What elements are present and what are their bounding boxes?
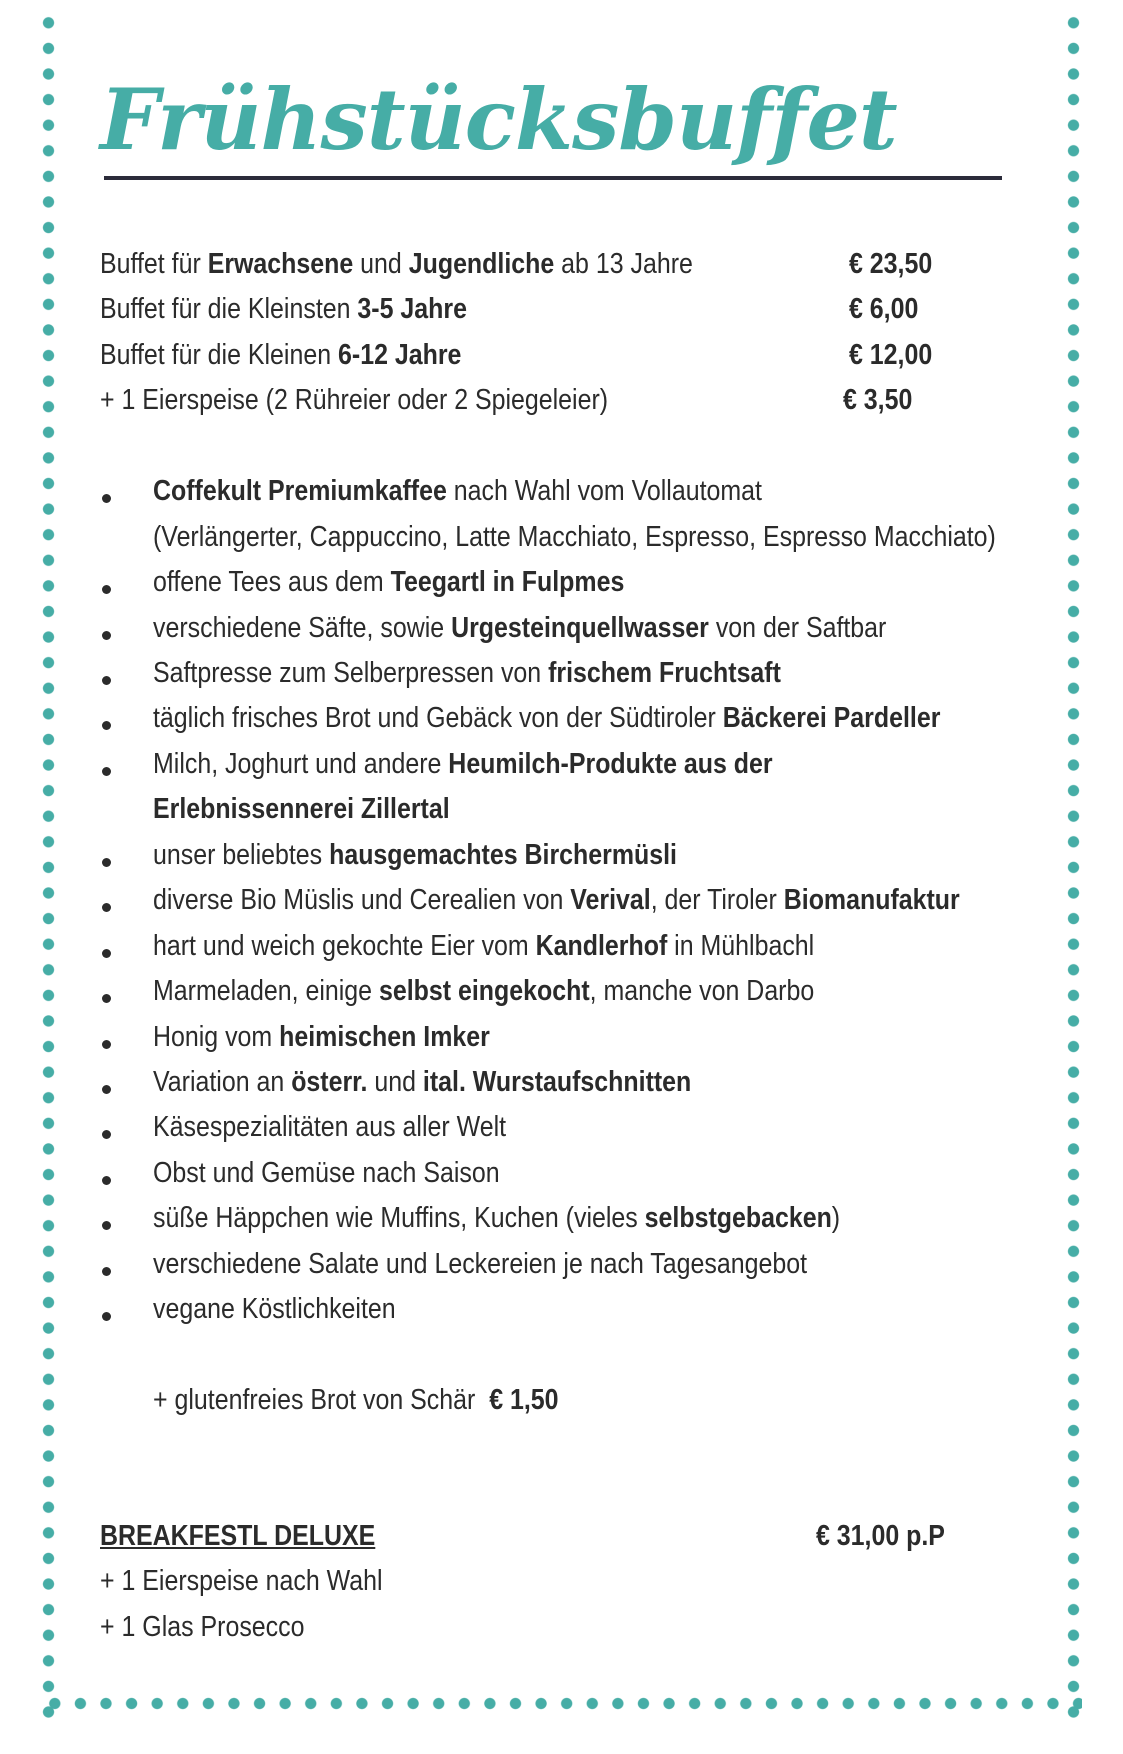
deluxe-extra-prosecco: + 1 Glas Prosecco [100, 1611, 305, 1643]
bullet-icon [102, 1130, 111, 1139]
bullet-icon [102, 676, 111, 685]
list-item: Marmeladen, einige selbst eingekocht, manche von Darbo [153, 975, 815, 1007]
list-item-coffee-detail: (Verlängerter, Cappuccino, Latte Macchiato, Espresso, Espresso Macchiato) [153, 521, 996, 553]
dotted-border-right [1067, 10, 1080, 1720]
bullet-icon [102, 1267, 111, 1276]
list-item-continuation: Erlebnissennerei Zillertal [153, 793, 450, 825]
bullet-icon [102, 1312, 111, 1321]
list-item: offene Tees aus dem Teegartl in Fulpmes [153, 566, 625, 598]
list-item: diverse Bio Müslis und Cerealien von Verival, der Tiroler Biomanufaktur [153, 884, 960, 916]
gluten-free-line: + glutenfreies Brot von Schär € 1,50 [153, 1384, 559, 1416]
dotted-border-bottom [42, 1697, 1082, 1710]
bullet-icon [102, 1176, 111, 1185]
price-kids: € 12,00 [849, 339, 933, 371]
list-item: Milch, Joghurt und andere Heumilch-Produkte aus der [153, 748, 773, 780]
price-row-toddlers: Buffet für die Kleinsten 3-5 Jahre [100, 293, 467, 325]
bullet-icon [102, 1221, 111, 1230]
deluxe-extra-egg: + 1 Eierspeise nach Wahl [100, 1565, 383, 1597]
price-adults: € 23,50 [849, 248, 933, 280]
title-underline [104, 176, 1002, 180]
list-item-coffee: Coffekult Premiumkaffee nach Wahl vom Vollautomat [153, 475, 762, 507]
list-item: Saftpresse zum Selberpressen von frischem Fruchtsaft [153, 657, 781, 689]
bullet-icon [102, 858, 111, 867]
bullet-icon [102, 767, 111, 776]
list-item: verschiedene Salate und Leckereien je nach Tagesangebot [153, 1248, 808, 1280]
price-row-eggs: + 1 Eierspeise (2 Rühreier oder 2 Spiegeleier) [100, 384, 609, 416]
deluxe-title: BREAKFESTL DELUXE [100, 1520, 376, 1552]
list-item: täglich frisches Brot und Gebäck von der Südtiroler Bäckerei Pardeller [153, 702, 941, 734]
list-item: Obst und Gemüse nach Saison [153, 1157, 500, 1189]
price-eggs: € 3,50 [843, 384, 913, 416]
price-row-kids: Buffet für die Kleinen 6-12 Jahre [100, 339, 462, 371]
list-item: Honig vom heimischen Imker [153, 1021, 490, 1053]
bullet-icon [102, 585, 111, 594]
bullet-icon [102, 994, 111, 1003]
price-toddlers: € 6,00 [849, 293, 919, 325]
list-item: süße Häppchen wie Muffins, Kuchen (vieles selbstgebacken) [153, 1202, 841, 1234]
bullet-icon [102, 494, 111, 503]
deluxe-price: € 31,00 p.P [816, 1520, 945, 1552]
page-title: Frühstücksbuffet [100, 70, 897, 169]
bullet-icon [102, 631, 111, 640]
dotted-border-left [42, 10, 55, 1720]
bullet-icon [102, 903, 111, 912]
list-item: Käsespezialitäten aus aller Welt [153, 1111, 507, 1143]
bullet-icon [102, 949, 111, 958]
list-item: vegane Köstlichkeiten [153, 1293, 396, 1325]
price-row-adults: Buffet für Erwachsene und Jugendliche ab 13 Jahre [100, 248, 693, 280]
bullet-icon [102, 721, 111, 730]
bullet-icon [102, 1085, 111, 1094]
list-item: Variation an österr. und ital. Wurstaufschnitten [153, 1066, 692, 1098]
list-item: unser beliebtes hausgemachtes Birchermüsli [153, 839, 677, 871]
list-item: hart und weich gekochte Eier vom Kandlerhof in Mühlbachl [153, 930, 815, 962]
list-item: verschiedene Säfte, sowie Urgesteinquellwasser von der Saftbar [153, 612, 887, 644]
bullet-icon [102, 1040, 111, 1049]
